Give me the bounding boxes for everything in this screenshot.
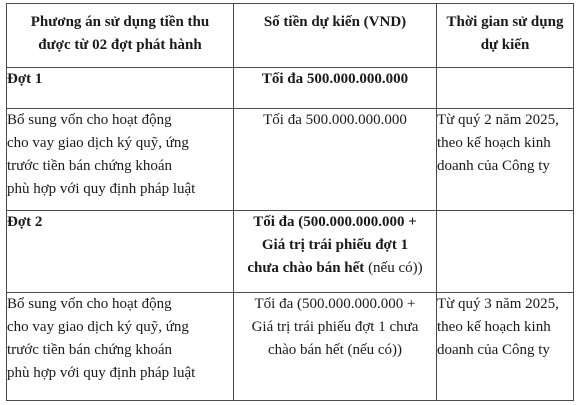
header-usage-plan [7,4,234,68]
phase-amount-bold-part: chưa chào bán hết [247,260,365,276]
time-line: doanh của Công ty [437,342,550,358]
header-expected-time-line1: Thời gian sử dụng [446,14,564,30]
detail-row-2 [7,293,574,401]
purpose-line: phù hợp với quy định pháp luật [7,365,196,381]
amount-cell [234,109,437,211]
detail-row-1 [7,109,574,211]
purpose-line: Bổ sung vốn cho hoạt động [7,296,172,312]
time-line: theo kế hoạch kinh [437,135,551,151]
header-usage-plan-line2: được từ 02 đợt phát hành [38,37,202,53]
purpose-line: cho vay giao dịch ký quỹ, ứng [7,135,189,151]
time-line: doanh của Công ty [437,158,550,174]
phase-amount-line: Tối đa 500.000.000.000 [261,71,409,87]
amount-line: chào bán hết (nếu có)) [267,342,403,358]
time-line: Từ quý 2 năm 2025, [437,112,559,128]
phase-row-1 [7,68,574,109]
header-expected-time-line2: dự kiến [480,37,530,53]
phase-name-cell [7,68,234,109]
header-usage-plan-line1: Phương án sử dụng tiền thu [30,14,210,30]
amount-line: Giá trị trái phiếu đợt 1 chưa [251,319,419,335]
purpose-cell [7,293,234,401]
amount-line: Tối đa 500.000.000.000 [263,112,407,128]
phase-amount-line: Giá trị trái phiếu đợt 1 [261,237,409,253]
header-expected-amount-label: Số tiền dự kiến (VND) [263,14,407,30]
header-expected-amount [234,4,437,68]
purpose-line: phù hợp với quy định pháp luật [7,181,196,197]
time-cell [437,109,574,211]
phase-name: Đợt 1 [7,71,43,87]
phase-time-cell [437,211,574,293]
purpose-line: cho vay giao dịch ký quỹ, ứng [7,319,189,335]
table-header-row [7,4,574,68]
amount-line: Tối đa (500.000.000.000 + [254,296,416,312]
phase-amount-line: Tối đa (500.000.000.000 + [253,214,417,230]
phase-time-cell [437,68,574,109]
time-line: theo kế hoạch kinh [437,319,551,335]
phase-name-cell [7,211,234,293]
purpose-line: trước tiền bán chứng khoán [7,158,172,174]
phase-amount-normal-part: (nếu có)) [364,260,423,276]
phase-name: Đợt 2 [7,214,43,230]
phase-amount-cell [234,68,437,109]
purpose-line: Bổ sung vốn cho hoạt động [7,112,172,128]
time-cell [437,293,574,401]
header-expected-time [437,4,574,68]
purpose-line: trước tiền bán chứng khoán [7,342,172,358]
phase-row-2 [7,211,574,293]
bond-proceeds-table [6,3,574,401]
amount-cell [234,293,437,401]
phase-amount-cell [234,211,437,293]
purpose-cell [7,109,234,211]
time-line: Từ quý 3 năm 2025, [437,296,559,312]
phase-amount-line-last [234,257,436,280]
